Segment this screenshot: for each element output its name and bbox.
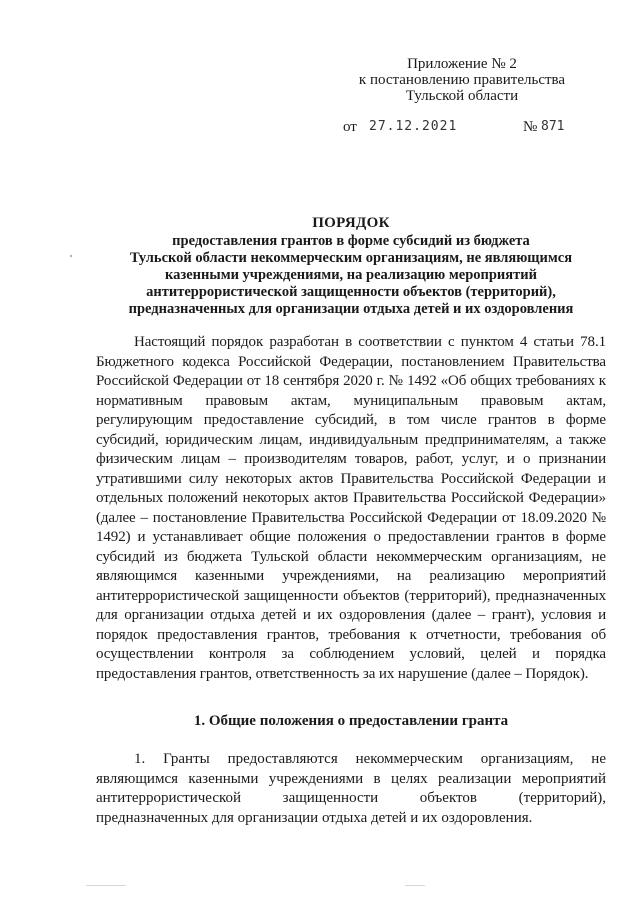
decree-from-label: от bbox=[343, 119, 357, 135]
appendix-number: Приложение № 2 bbox=[407, 56, 517, 72]
document-subtitle bbox=[96, 233, 606, 318]
scan-speck bbox=[405, 885, 425, 886]
decree-number: 871 bbox=[541, 119, 565, 134]
subtitle-line: предоставления грантов в форме субсидий из бюджета bbox=[172, 233, 530, 249]
decree-number-label: № bbox=[523, 119, 538, 135]
section-paragraph: 1. Гранты предоставляются некоммерческим организациям, не являющимся казенными учреждениями в целях реализации мероприятий антитеррористической защищенности объектов (территорий), предназначенных для организации отдыха детей и их оздоровления. bbox=[96, 751, 606, 826]
scan-speck bbox=[86, 885, 126, 886]
subtitle-line: казенными учреждениями, на реализацию мероприятий bbox=[165, 267, 537, 283]
document-title: ПОРЯДОК bbox=[312, 215, 390, 231]
subtitle-line: Тульской области некоммерческим организациям, не являющимся bbox=[129, 250, 573, 266]
decree-date: 27.12.2021 bbox=[369, 119, 458, 134]
appendix-region: Тульской области bbox=[405, 88, 519, 104]
subtitle-line: предназначенных для организации отдыха детей и их оздоровления bbox=[128, 301, 574, 317]
intro-paragraph: Настоящий порядок разработан в соответствии с пунктом 4 статьи 78.1 Бюджетного кодекса Российской Федерации, постановлением Правительства Российской Федерации от 18 сентября 2020 г. № 1492 «Об общих требованиях к нормативным правовым актам, муниципальным правовым актам, регулирующим предоставление субсидий, в том числе грантов в форме субсидий, юридическим лицам, индивидуальным предпринимателям, а также физическим лицам – производителям товаров, работ, услуг, и о признании утратившими силу некоторых актов Правительства Российской Федерации и отдельных положений некоторых актов Правительства Российской Федерации» (далее – постановление Правительства Российской Федерации от 18.09.2020 № 1492) и устанавливает общие положения о предоставлении грантов в форме субсидий из бюджета Тульской области некоммерческим организациям, не являющимся казенными учреждениями, на реализацию мероприятий антитеррористической защищенности объектов (территорий), предназначенных для организации отдыха детей и их оздоровления (далее – грант), условия и порядок предоставления грантов, требования к отчетности, требования об осуществлении контроля за соблюдением условий, целей и порядка предоставления грантов, ответственность за их нарушение (далее – Порядок). bbox=[96, 334, 606, 682]
appendix-block bbox=[352, 56, 572, 104]
appendix-reference: к постановлению правительства bbox=[358, 72, 566, 88]
scan-speck bbox=[70, 255, 72, 257]
subtitle-line: антитеррористической защищенности объектов (территорий), bbox=[146, 284, 556, 300]
section-heading: 1. Общие положения о предоставлении гранта bbox=[193, 713, 509, 729]
